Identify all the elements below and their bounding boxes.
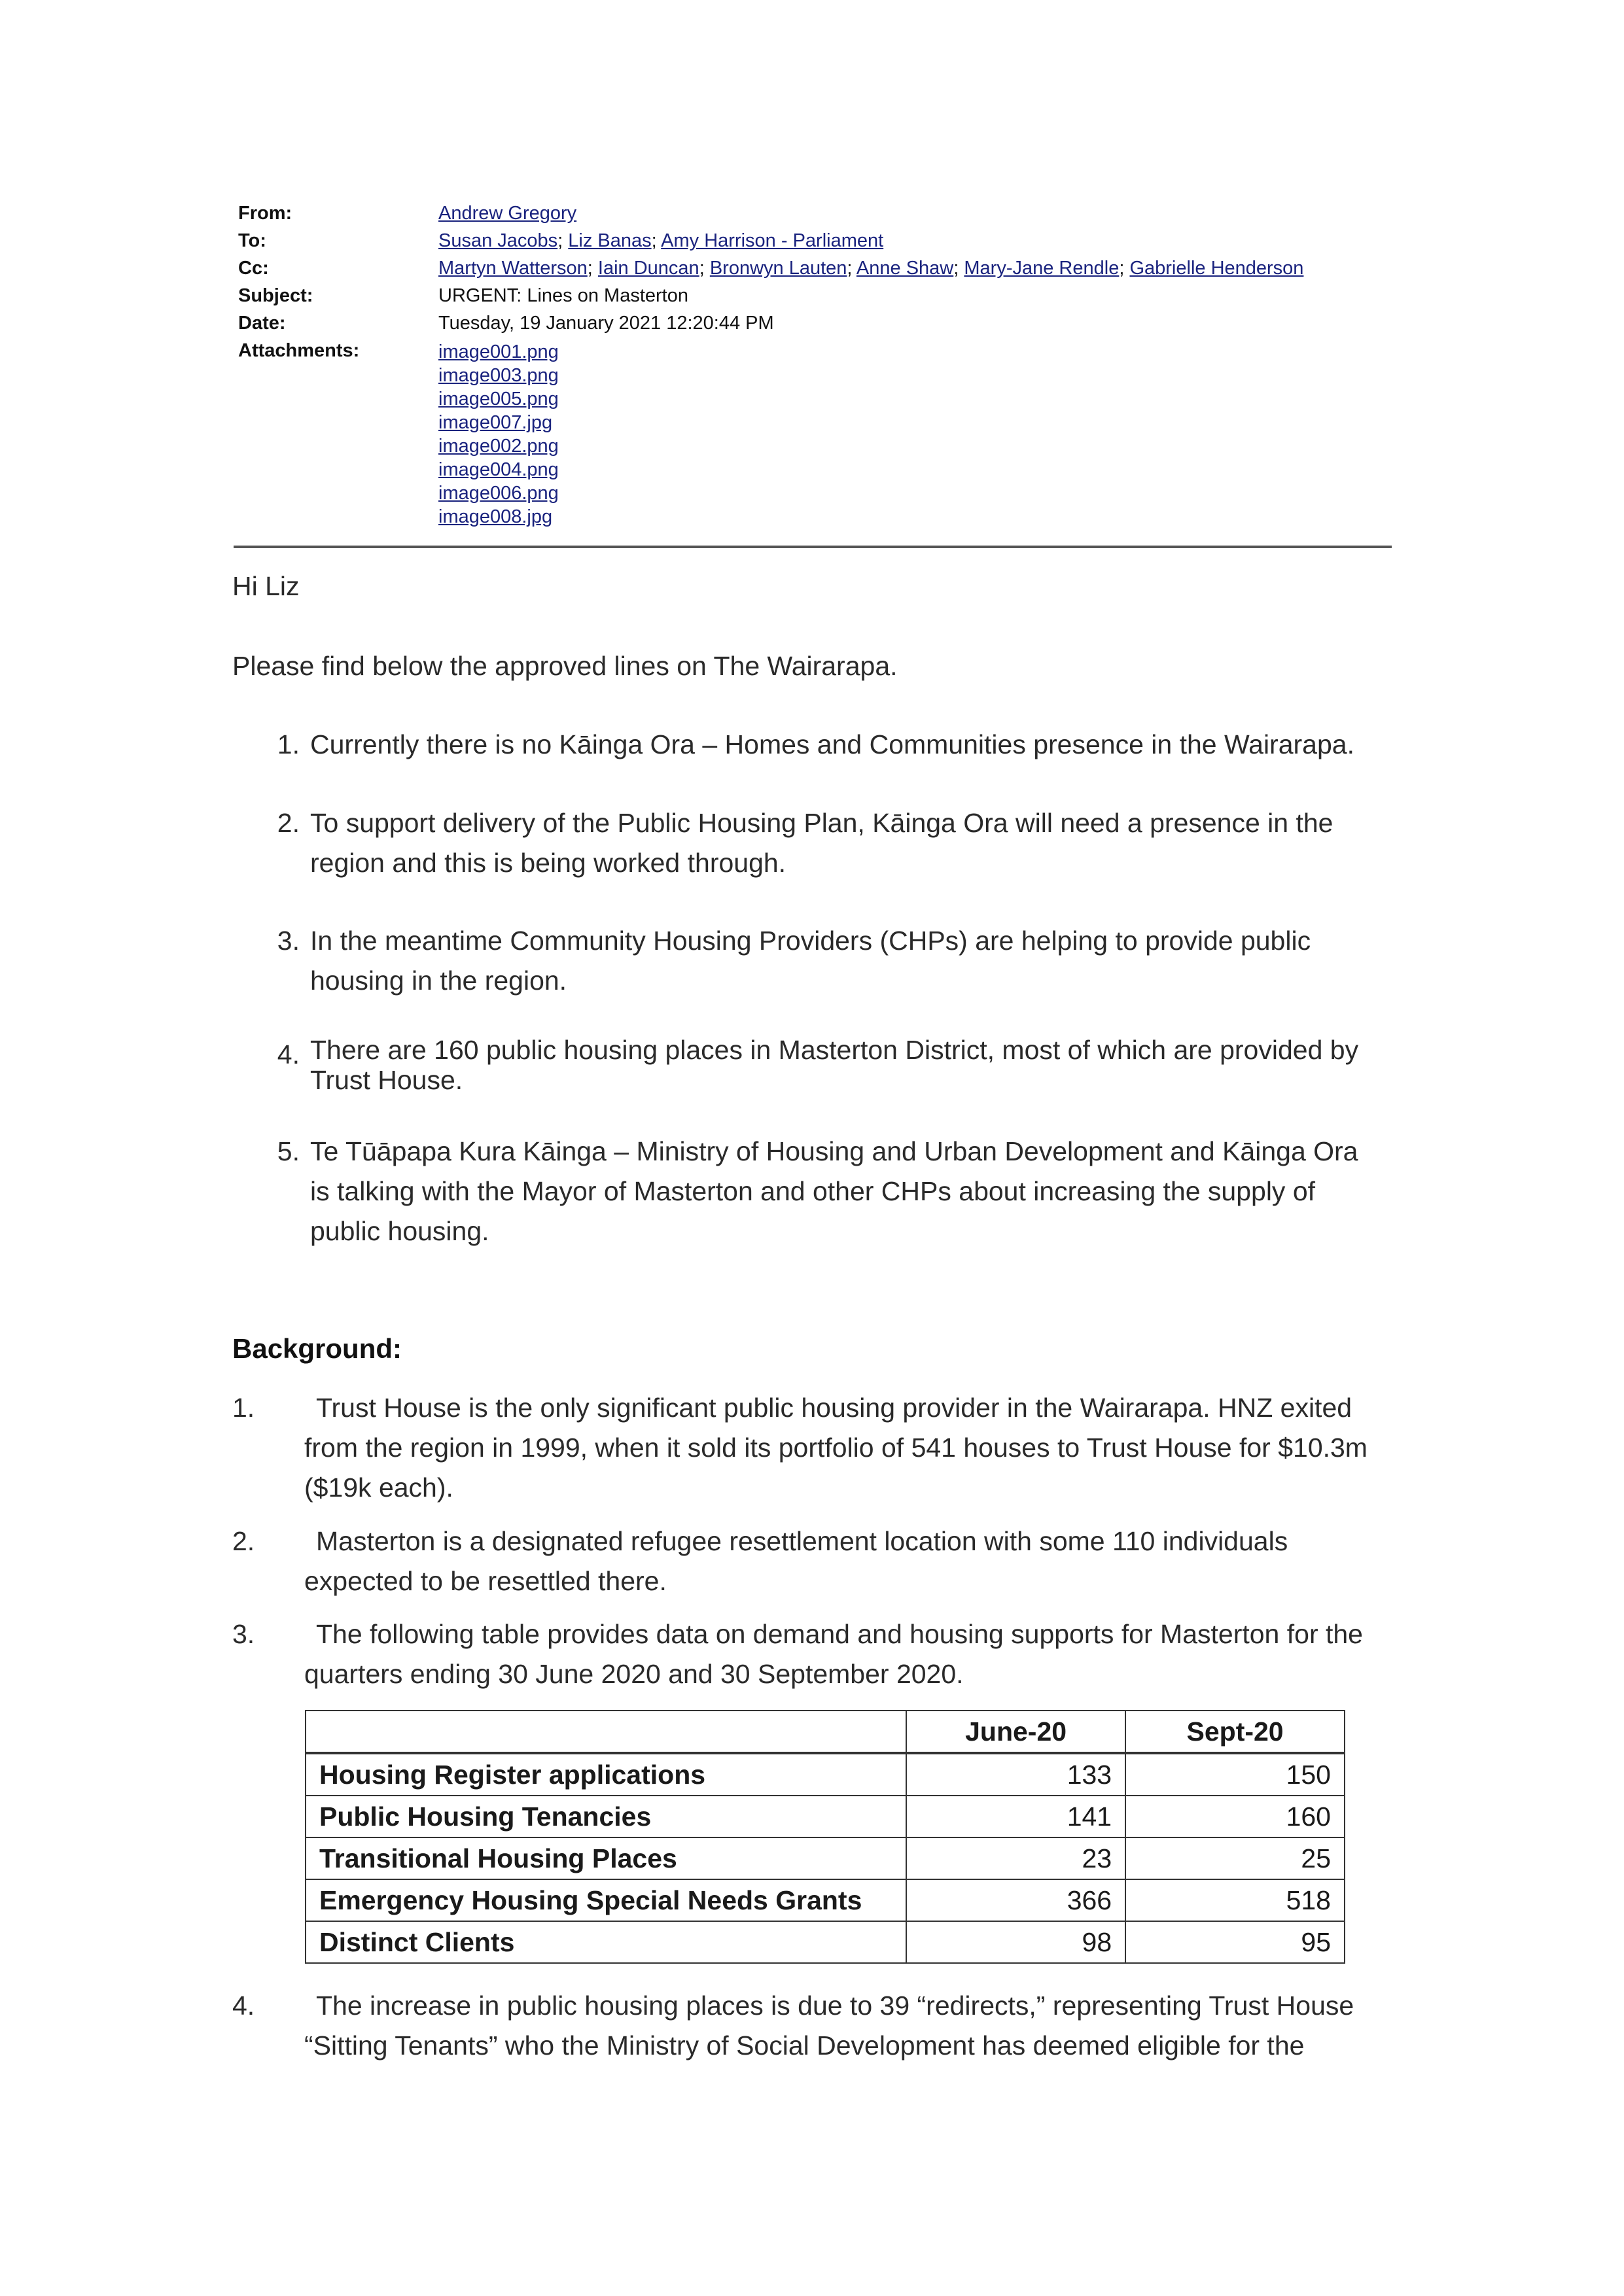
line-number: 2. xyxy=(277,808,300,838)
background-item-text: Trust House is the only significant public housing provider in the Wairarapa. HNZ exited from the region in 1999, when it sold its portfolio of 541 houses to Trust House for $10.3m ($19k each). xyxy=(304,1393,1368,1503)
attachment-link[interactable]: image006.png xyxy=(438,483,559,504)
background-item-text: The following table provides data on demand and housing supports for Masterton for the quarters ending 30 June 2020 and 30 September 2020. xyxy=(304,1619,1363,1689)
line-text: Te Tūāpapa Kura Kāinga – Ministry of Housing and Urban Development and Kāinga Ora is talking with the Mayor of Masterton and other CHPs about increasing the supply of public housing. xyxy=(310,1136,1358,1246)
date-label: Date: xyxy=(238,313,286,334)
line-text: Currently there is no Kāinga Ora – Homes and Communities presence in the Wairarapa. xyxy=(310,729,1354,759)
cc-link[interactable]: Mary-Jane Rendle xyxy=(964,258,1120,279)
attachment-link[interactable]: image008.jpg xyxy=(438,506,553,527)
attachment-link[interactable]: image003.png xyxy=(438,365,559,386)
recipient-link[interactable]: Susan Jacobs xyxy=(438,230,558,251)
to-recipients: Susan Jacobs; Liz Banas; Amy Harrison - Parliament xyxy=(438,230,884,251)
from-label: From: xyxy=(238,203,292,224)
table-header-row xyxy=(306,1711,1345,1753)
cc-link[interactable]: Bronwyn Lauten xyxy=(709,258,847,279)
june-value: 366 xyxy=(906,1879,1125,1921)
background-item-text: Masterton is a designated refugee resettlement location with some 110 individuals expected to be resettled there. xyxy=(304,1526,1288,1596)
sept-value: 95 xyxy=(1125,1921,1345,1963)
attachment-link[interactable]: image004.png xyxy=(438,459,559,480)
table-row xyxy=(306,1921,1345,1963)
line-text: To support delivery of the Public Housing Plan, Kāinga Ora will need a presence in the region and this is being worked through. xyxy=(310,808,1333,878)
table-header-cell: June-20 xyxy=(906,1711,1125,1753)
attachment-link[interactable]: image002.png xyxy=(438,436,559,457)
background-item-number: 3. xyxy=(232,1619,255,1649)
table-row xyxy=(306,1753,1345,1796)
subject-label: Subject: xyxy=(238,285,313,306)
recipient-link[interactable]: Liz Banas xyxy=(568,230,652,251)
to-label: To: xyxy=(238,230,266,251)
row-label: Distinct Clients xyxy=(306,1921,906,1963)
background-item-number: 2. xyxy=(232,1526,255,1556)
line-text: In the meantime Community Housing Providers (CHPs) are helping to provide public housing in the region. xyxy=(310,926,1311,996)
attachment-link[interactable]: image001.png xyxy=(438,341,559,362)
line-number: 4. xyxy=(277,1039,300,1070)
row-label: Public Housing Tenancies xyxy=(306,1796,906,1837)
from-value xyxy=(438,201,576,225)
line-text: There are 160 public housing places in Masterton District, most of which are provided by Trust House. xyxy=(310,1035,1359,1095)
june-value: 98 xyxy=(906,1921,1125,1963)
attachment-link[interactable]: image005.png xyxy=(438,389,559,409)
june-value: 23 xyxy=(906,1837,1125,1879)
background-item-text: The increase in public housing places is due to 39 “redirects,” representing Trust House “Sitting Tenants” who the Ministry of Social Development has deemed eligible for the xyxy=(304,1991,1354,2061)
background-item-number: 1. xyxy=(232,1393,255,1423)
table-row xyxy=(306,1879,1345,1921)
header-divider xyxy=(234,546,1392,548)
sept-value: 160 xyxy=(1125,1796,1345,1837)
sender-link[interactable]: Andrew Gregory xyxy=(438,203,577,224)
cc-link[interactable]: Martyn Watterson xyxy=(438,258,588,279)
line-number: 5. xyxy=(277,1136,300,1166)
table-header-cell: Sept-20 xyxy=(1125,1711,1345,1753)
cc-label: Cc: xyxy=(238,258,269,279)
background-heading: Background: xyxy=(232,1333,402,1364)
cc-link[interactable]: Iain Duncan xyxy=(597,258,699,279)
cc-link[interactable]: Anne Shaw xyxy=(856,258,954,279)
row-label: Emergency Housing Special Needs Grants xyxy=(306,1879,906,1921)
row-label: Housing Register applications xyxy=(306,1753,906,1796)
greeting: Hi Liz xyxy=(232,571,300,601)
cc-recipients: Martyn Watterson; Iain Duncan; Bronwyn Lauten; Anne Shaw; Mary-Jane Rendle; Gabrielle Henderson xyxy=(438,258,1304,279)
sept-value: 25 xyxy=(1125,1837,1345,1879)
housing-data-table xyxy=(305,1710,1345,1964)
line-number: 3. xyxy=(277,926,300,956)
sept-value: 518 xyxy=(1125,1879,1345,1921)
sept-value: 150 xyxy=(1125,1753,1345,1796)
attachment-list xyxy=(438,340,559,529)
cc-link[interactable]: Gabrielle Henderson xyxy=(1129,258,1304,279)
table-header-cell xyxy=(306,1711,906,1753)
date-value: Tuesday, 19 January 2021 12:20:44 PM xyxy=(438,313,774,334)
subject-value: URGENT: Lines on Masterton xyxy=(438,285,688,306)
june-value: 141 xyxy=(906,1796,1125,1837)
table-row xyxy=(306,1796,1345,1837)
table-row xyxy=(306,1837,1345,1879)
recipient-link[interactable]: Amy Harrison - Parliament xyxy=(661,230,884,251)
row-label: Transitional Housing Places xyxy=(306,1837,906,1879)
background-item-number: 4. xyxy=(232,1991,255,2021)
june-value: 133 xyxy=(906,1753,1125,1796)
attachments-label: Attachments: xyxy=(238,340,360,361)
line-number: 1. xyxy=(277,729,300,759)
attachment-link[interactable]: image007.jpg xyxy=(438,412,553,433)
intro-text: Please find below the approved lines on The Wairarapa. xyxy=(232,651,898,681)
